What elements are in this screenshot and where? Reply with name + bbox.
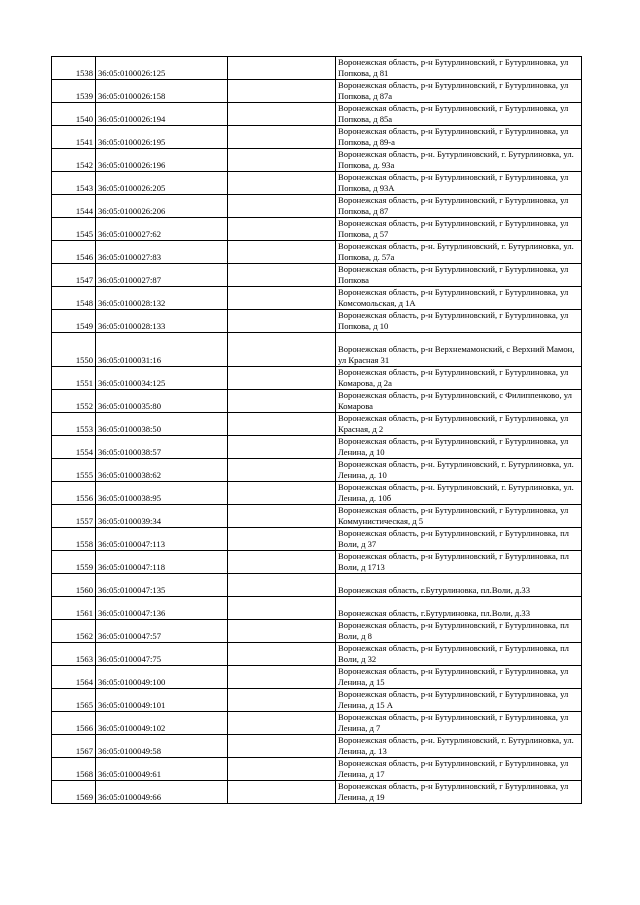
cadastral-number: 36:05:0100026:158 (96, 80, 228, 103)
address-cell: Воронежская область, р-н Бутурлиновский, г Бутурлиновка, ул Попкова, д 87 (336, 195, 582, 218)
row-number: 1547 (52, 264, 96, 287)
register-table-body (52, 57, 582, 804)
empty-cell (228, 218, 336, 241)
row-number: 1553 (52, 413, 96, 436)
empty-cell (228, 57, 336, 80)
table-row (52, 218, 582, 241)
cadastral-number: 36:05:0100039:34 (96, 505, 228, 528)
address-cell: Воронежская область, р-н Бутурлиновский, г Бутурлиновка, ул Комсомольская, д 1А (336, 287, 582, 310)
table-row (52, 436, 582, 459)
cadastral-number: 36:05:0100031:16 (96, 333, 228, 367)
table-row (52, 390, 582, 413)
address-cell: Воронежская область, р-н Бутурлиновский, г Бутурлиновка, ул Комарова, д 2а (336, 367, 582, 390)
row-number: 1539 (52, 80, 96, 103)
cadastral-number: 36:05:0100027:62 (96, 218, 228, 241)
row-number: 1567 (52, 735, 96, 758)
empty-cell (228, 390, 336, 413)
row-number: 1548 (52, 287, 96, 310)
empty-cell (228, 367, 336, 390)
table-row (52, 103, 582, 126)
address-cell: Воронежская область, р-н. Бутурлиновский, г. Бутурлиновка, ул. Ленина, д. 13 (336, 735, 582, 758)
table-row (52, 758, 582, 781)
address-cell: Воронежская область, г.Бутурлиновка, пл.Воли, д.33 (336, 574, 582, 597)
cadastral-number: 36:05:0100049:58 (96, 735, 228, 758)
address-cell: Воронежская область, р-н Бутурлиновский, г Бутурлиновка, ул Красная, д 2 (336, 413, 582, 436)
empty-cell (228, 195, 336, 218)
empty-cell (228, 528, 336, 551)
row-number: 1556 (52, 482, 96, 505)
empty-cell (228, 310, 336, 333)
address-cell: Воронежская область, р-н Бутурлиновский, г Бутурлиновка, пл Воли, д 8 (336, 620, 582, 643)
row-number: 1552 (52, 390, 96, 413)
row-number: 1551 (52, 367, 96, 390)
address-cell: Воронежская область, р-н Бутурлиновский, г Бутурлиновка, ул Ленина, д 7 (336, 712, 582, 735)
cadastral-number: 36:05:0100028:132 (96, 287, 228, 310)
cadastral-number: 36:05:0100026:206 (96, 195, 228, 218)
cadastral-number: 36:05:0100026:196 (96, 149, 228, 172)
table-row (52, 666, 582, 689)
empty-cell (228, 241, 336, 264)
address-cell: Воронежская область, г.Бутурлиновка, пл.Воли, д.33 (336, 597, 582, 620)
address-cell: Воронежская область, р-н Бутурлиновский, с Филиппенково, ул Комарова (336, 390, 582, 413)
cadastral-number: 36:05:0100038:95 (96, 482, 228, 505)
row-number: 1564 (52, 666, 96, 689)
empty-cell (228, 459, 336, 482)
row-number: 1540 (52, 103, 96, 126)
cadastral-number: 36:05:0100038:62 (96, 459, 228, 482)
table-row (52, 310, 582, 333)
empty-cell (228, 482, 336, 505)
address-cell: Воронежская область, р-н Бутурлиновский, г Бутурлиновка, пл Воли, д 1713 (336, 551, 582, 574)
cadastral-number: 36:05:0100047:136 (96, 597, 228, 620)
table-row (52, 80, 582, 103)
table-row (52, 735, 582, 758)
empty-cell (228, 689, 336, 712)
table-row (52, 149, 582, 172)
row-number: 1545 (52, 218, 96, 241)
address-cell: Воронежская область, р-н Бутурлиновский, г Бутурлиновка, ул Ленина, д 15 А (336, 689, 582, 712)
address-cell: Воронежская область, р-н. Бутурлиновский, г. Бутурлиновка, ул. Ленина, д. 10б (336, 482, 582, 505)
table-row (52, 57, 582, 80)
address-cell: Воронежская область, р-н Бутурлиновский, г Бутурлиновка, ул Попкова, д 87а (336, 80, 582, 103)
cadastral-number: 36:05:0100026:125 (96, 57, 228, 80)
register-table (51, 56, 582, 804)
table-row (52, 459, 582, 482)
table-row (52, 482, 582, 505)
cadastral-number: 36:05:0100035:80 (96, 390, 228, 413)
address-cell: Воронежская область, р-н Бутурлиновский, г Бутурлиновка, пл Воли, д 32 (336, 643, 582, 666)
cadastral-number: 36:05:0100047:113 (96, 528, 228, 551)
row-number: 1565 (52, 689, 96, 712)
empty-cell (228, 413, 336, 436)
cadastral-number: 36:05:0100027:83 (96, 241, 228, 264)
row-number: 1569 (52, 781, 96, 804)
cadastral-number: 36:05:0100026:195 (96, 126, 228, 149)
address-cell: Воронежская область, р-н. Бутурлиновский, г. Бутурлиновка, ул. Ленина, д. 10 (336, 459, 582, 482)
table-row (52, 505, 582, 528)
table-row (52, 126, 582, 149)
empty-cell (228, 126, 336, 149)
row-number: 1559 (52, 551, 96, 574)
table-row (52, 264, 582, 287)
row-number: 1563 (52, 643, 96, 666)
address-cell: Воронежская область, р-н Бутурлиновский, г Бутурлиновка, ул Ленина, д 17 (336, 758, 582, 781)
empty-cell (228, 574, 336, 597)
table-row (52, 643, 582, 666)
empty-cell (228, 712, 336, 735)
row-number: 1555 (52, 459, 96, 482)
address-cell: Воронежская область, р-н Бутурлиновский, г Бутурлиновка, ул Попкова, д 89-а (336, 126, 582, 149)
address-cell: Воронежская область, р-н Бутурлиновский, г Бутурлиновка, ул Попкова, д 10 (336, 310, 582, 333)
empty-cell (228, 735, 336, 758)
cadastral-number: 36:05:0100026:205 (96, 172, 228, 195)
table-row (52, 241, 582, 264)
empty-cell (228, 597, 336, 620)
address-cell: Воронежская область, р-н Бутурлиновский, г Бутурлиновка, ул Попкова, д 57 (336, 218, 582, 241)
table-row (52, 333, 582, 367)
row-number: 1541 (52, 126, 96, 149)
row-number: 1558 (52, 528, 96, 551)
empty-cell (228, 333, 336, 367)
empty-cell (228, 643, 336, 666)
table-row (52, 172, 582, 195)
cadastral-number: 36:05:0100047:75 (96, 643, 228, 666)
row-number: 1538 (52, 57, 96, 80)
address-cell: Воронежская область, р-н Бутурлиновский, г Бутурлиновка, ул Коммунистическая, д 5 (336, 505, 582, 528)
cadastral-number: 36:05:0100038:50 (96, 413, 228, 436)
cadastral-number: 36:05:0100049:66 (96, 781, 228, 804)
empty-cell (228, 436, 336, 459)
empty-cell (228, 103, 336, 126)
empty-cell (228, 264, 336, 287)
row-number: 1544 (52, 195, 96, 218)
row-number: 1550 (52, 333, 96, 367)
address-cell: Воронежская область, р-н Бутурлиновский, г Бутурлиновка, ул Ленина, д 15 (336, 666, 582, 689)
table-row (52, 413, 582, 436)
cadastral-number: 36:05:0100028:133 (96, 310, 228, 333)
table-row (52, 367, 582, 390)
row-number: 1543 (52, 172, 96, 195)
row-number: 1562 (52, 620, 96, 643)
table-row (52, 781, 582, 804)
empty-cell (228, 287, 336, 310)
row-number: 1566 (52, 712, 96, 735)
cadastral-number: 36:05:0100034:125 (96, 367, 228, 390)
address-cell: Воронежская область, р-н Бутурлиновский, г Бутурлиновка, ул Попкова, д 93А (336, 172, 582, 195)
row-number: 1560 (52, 574, 96, 597)
row-number: 1554 (52, 436, 96, 459)
cadastral-number: 36:05:0100047:57 (96, 620, 228, 643)
cadastral-number: 36:05:0100047:118 (96, 551, 228, 574)
row-number: 1557 (52, 505, 96, 528)
cadastral-number: 36:05:0100026:194 (96, 103, 228, 126)
table-row (52, 712, 582, 735)
address-cell: Воронежская область, р-н. Бутурлиновский, г. Бутурлиновка, ул. Попкова, д. 93а (336, 149, 582, 172)
address-cell: Воронежская область, р-н Бутурлиновский, г Бутурлиновка, ул Попкова, д 85а (336, 103, 582, 126)
empty-cell (228, 149, 336, 172)
row-number: 1542 (52, 149, 96, 172)
row-number: 1568 (52, 758, 96, 781)
cadastral-number: 36:05:0100049:61 (96, 758, 228, 781)
row-number: 1549 (52, 310, 96, 333)
address-cell: Воронежская область, р-н Бутурлиновский, г Бутурлиновка, ул Ленина, д 10 (336, 436, 582, 459)
cadastral-number: 36:05:0100049:102 (96, 712, 228, 735)
empty-cell (228, 620, 336, 643)
cadastral-number: 36:05:0100049:101 (96, 689, 228, 712)
empty-cell (228, 758, 336, 781)
empty-cell (228, 80, 336, 103)
table-row (52, 620, 582, 643)
address-cell: Воронежская область, р-н Бутурлиновский, г Бутурлиновка, ул Попкова (336, 264, 582, 287)
cadastral-number: 36:05:0100049:100 (96, 666, 228, 689)
address-cell: Воронежская область, р-н. Бутурлиновский, г. Бутурлиновка, ул. Попкова, д. 57а (336, 241, 582, 264)
address-cell: Воронежская область, р-н Бутурлиновский, г Бутурлиновка, пл Воли, д 37 (336, 528, 582, 551)
address-cell: Воронежская область, р-н Бутурлиновский, г Бутурлиновка, ул Ленина, д 19 (336, 781, 582, 804)
row-number: 1546 (52, 241, 96, 264)
empty-cell (228, 666, 336, 689)
empty-cell (228, 781, 336, 804)
table-row (52, 528, 582, 551)
empty-cell (228, 505, 336, 528)
table-row (52, 597, 582, 620)
table-row (52, 195, 582, 218)
address-cell: Воронежская область, р-н Бутурлиновский, г Бутурлиновка, ул Попкова, д 81 (336, 57, 582, 80)
table-row (52, 689, 582, 712)
address-cell: Воронежская область, р-н Верхнемамонский, с Верхний Мамон, ул Красная 31 (336, 333, 582, 367)
row-number: 1561 (52, 597, 96, 620)
cadastral-number: 36:05:0100038:57 (96, 436, 228, 459)
table-row (52, 551, 582, 574)
empty-cell (228, 551, 336, 574)
table-row (52, 287, 582, 310)
cadastral-number: 36:05:0100027:87 (96, 264, 228, 287)
table-row (52, 574, 582, 597)
empty-cell (228, 172, 336, 195)
cadastral-number: 36:05:0100047:135 (96, 574, 228, 597)
